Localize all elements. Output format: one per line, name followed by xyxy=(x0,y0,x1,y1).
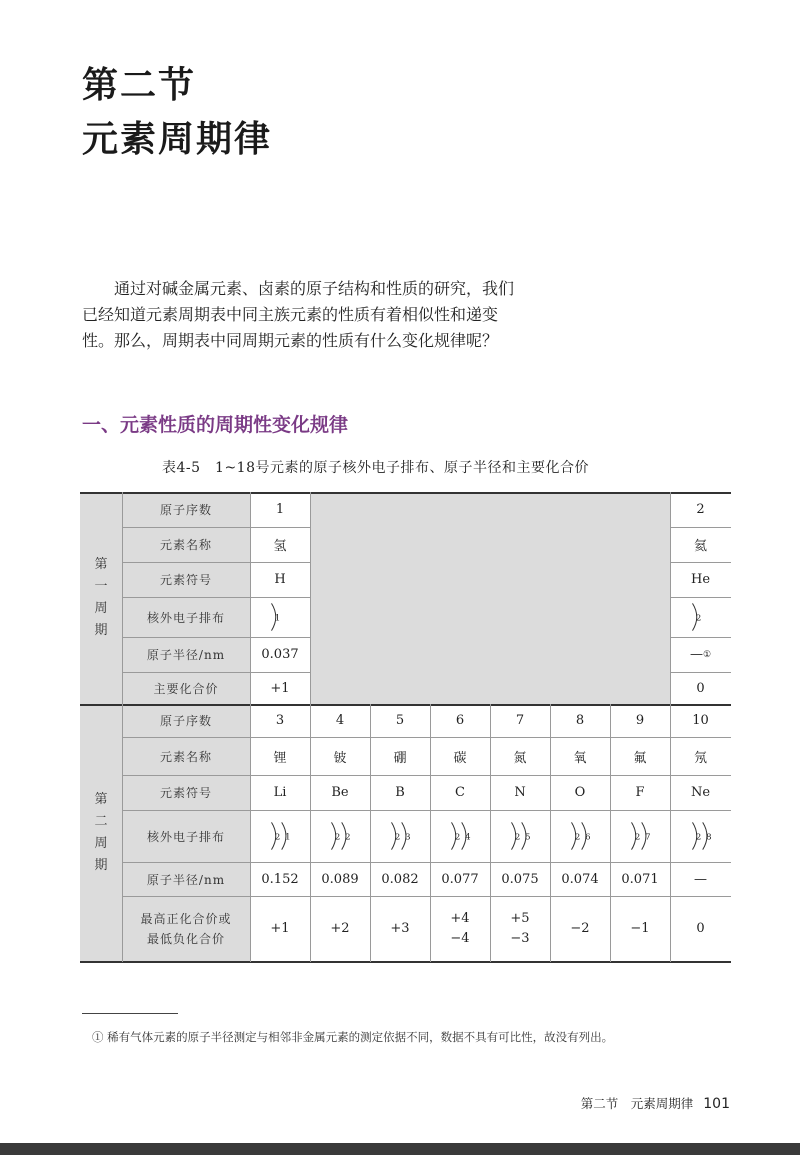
element-name: 铍 xyxy=(333,750,347,766)
table-rule xyxy=(122,862,731,863)
valence: +1 xyxy=(270,680,290,696)
table-rule xyxy=(80,704,731,706)
element-name: 硼 xyxy=(393,750,407,766)
atomic-number: 7 xyxy=(515,713,525,728)
row-header-line: 最高正化合价或 xyxy=(140,912,232,926)
table-rule xyxy=(122,775,731,776)
table-rule xyxy=(250,492,251,962)
shell-electron-count: 2 xyxy=(454,832,461,843)
footnote: ① 稀有气体元素的原子半径测定与相邻非金属元素的测定依据不同，数据不具有可比性，故没有列出。 xyxy=(92,1030,614,1044)
electron-shell-diagram xyxy=(503,819,537,853)
table-rule xyxy=(670,704,671,962)
shell-electron-count: 4 xyxy=(465,832,471,843)
row-header: 原子半径/nm xyxy=(146,648,226,662)
atomic-number: 5 xyxy=(395,713,405,728)
shell-electron-count: 8 xyxy=(705,832,712,843)
atomic-number: 10 xyxy=(692,713,709,728)
table-rule xyxy=(122,896,731,897)
table-rule xyxy=(122,672,310,673)
atomic-number: 8 xyxy=(575,713,585,728)
shell-electron-count: 2 xyxy=(274,832,281,843)
period-label-char: 第 xyxy=(94,792,108,807)
electron-configuration xyxy=(250,597,310,637)
electron-configuration xyxy=(670,810,731,862)
electron-shell-diagram xyxy=(263,600,297,634)
empty-block-shade xyxy=(310,492,670,704)
element-name: 氦 xyxy=(693,539,707,554)
element-name: 锂 xyxy=(273,750,287,766)
row-header: 原子半径/nm xyxy=(146,872,226,887)
table-rule xyxy=(122,492,123,962)
shell-electron-count: 1 xyxy=(285,832,291,843)
row-header: 主要化合价 xyxy=(153,681,219,696)
section-heading: 一、元素性质的周期性变化规律 xyxy=(82,414,349,436)
shell-electron-count: 2 xyxy=(514,832,521,843)
table-rule xyxy=(670,597,731,598)
electron-configuration xyxy=(370,810,430,862)
atomic-number: 3 xyxy=(275,713,285,728)
atomic-radius: 0.152 xyxy=(261,871,299,887)
element-symbol: He xyxy=(690,572,711,587)
period-label-2 xyxy=(80,704,122,962)
element-symbol: C xyxy=(455,785,465,800)
shell-electron-count: 1 xyxy=(274,613,281,624)
table-rule xyxy=(670,637,731,638)
valence-value: +4 xyxy=(450,911,470,926)
row-header: 元素符号 xyxy=(159,573,212,587)
row-header: 元素名称 xyxy=(159,538,212,552)
table-rule xyxy=(610,704,611,962)
atomic-radius: 0.082 xyxy=(381,871,419,887)
table-rule xyxy=(122,597,310,598)
period-label-char: 第 xyxy=(94,557,108,572)
valence xyxy=(490,896,550,962)
element-symbol: Be xyxy=(331,785,349,800)
electron-shell-diagram xyxy=(563,819,597,853)
electron-configuration xyxy=(610,810,670,862)
valence-value: +3 xyxy=(390,921,410,936)
valence xyxy=(550,896,610,962)
valence-value: +2 xyxy=(330,921,350,936)
electron-configuration xyxy=(550,810,610,862)
electron-configuration xyxy=(310,810,370,862)
row-header: 原子序数 xyxy=(159,714,212,728)
table-rule xyxy=(122,637,310,638)
shell-electron-count: 2 xyxy=(695,613,701,624)
electron-configuration xyxy=(250,810,310,862)
atomic-number: 4 xyxy=(335,713,345,728)
electron-shell-diagram xyxy=(623,819,657,853)
table-caption: 表4-5 1~18号元素的原子核外电子排布、原子半径和主要化合价 xyxy=(162,460,589,476)
electron-shell-diagram xyxy=(263,819,297,853)
element-name: 氖 xyxy=(693,750,707,766)
row-header-line: 最低负化合价 xyxy=(146,932,225,946)
period-label-char: 一 xyxy=(94,579,108,594)
element-name: 氧 xyxy=(573,750,587,766)
electron-configuration xyxy=(430,810,490,862)
atomic-radius: 0.077 xyxy=(441,871,479,887)
shell-electron-count: 2 xyxy=(334,832,341,843)
table-rule xyxy=(122,527,310,528)
page-bottom-edge xyxy=(0,1143,800,1155)
valence-value: −2 xyxy=(570,921,590,936)
period-label-char: 周 xyxy=(94,836,108,851)
atomic-radius: 0.075 xyxy=(501,871,539,887)
electron-shell-diagram xyxy=(323,819,357,853)
element-name: 碳 xyxy=(453,750,467,766)
valence xyxy=(610,896,670,962)
table-rule xyxy=(122,737,731,738)
element-name: 氮 xyxy=(513,750,527,766)
footnote-marker: ① xyxy=(702,649,712,660)
electron-shell-diagram xyxy=(684,819,718,853)
valence xyxy=(250,896,310,962)
section-title xyxy=(82,58,272,166)
shell-electron-count: 2 xyxy=(695,832,701,843)
table-rule xyxy=(490,704,491,962)
table-rule xyxy=(80,961,731,963)
shell-electron-count: 3 xyxy=(405,832,411,843)
atomic-radius: — xyxy=(694,871,707,887)
element-name: 氢 xyxy=(273,539,287,554)
row-header-valence xyxy=(122,896,250,962)
row-header: 元素符号 xyxy=(159,786,212,800)
element-symbol: Li xyxy=(273,785,287,800)
atomic-radius: 0.037 xyxy=(261,647,299,662)
table-rule xyxy=(80,492,731,494)
atomic-number: 6 xyxy=(455,713,465,728)
table-rule xyxy=(670,562,731,563)
electron-configuration xyxy=(670,597,731,637)
table-rule xyxy=(310,492,311,962)
table-rule xyxy=(670,672,731,673)
atomic-number: 9 xyxy=(635,713,645,728)
period-label-char: 期 xyxy=(94,858,108,873)
electron-configuration xyxy=(490,810,550,862)
shell-electron-count: 2 xyxy=(345,832,351,843)
atomic-number: 2 xyxy=(696,502,705,517)
page-number: 101 xyxy=(703,1096,730,1112)
shell-electron-count: 2 xyxy=(574,832,581,843)
table-rule xyxy=(122,810,731,811)
electron-shell-diagram xyxy=(443,819,477,853)
row-header: 核外电子排布 xyxy=(146,610,225,625)
valence-value: +5 xyxy=(510,911,530,926)
valence xyxy=(430,896,490,962)
electron-shell-diagram xyxy=(383,819,417,853)
valence xyxy=(310,896,370,962)
intro-paragraph xyxy=(82,276,522,354)
page-footer xyxy=(581,1094,730,1112)
footnote-divider xyxy=(82,1013,178,1014)
atomic-number: 1 xyxy=(275,502,285,517)
valence-value: −4 xyxy=(450,931,470,946)
shell-electron-count: 6 xyxy=(585,832,591,843)
table-rule xyxy=(122,562,310,563)
atomic-radius: 0.071 xyxy=(621,871,659,887)
table-rule xyxy=(550,704,551,962)
valence: 0 xyxy=(696,680,705,696)
period-label-char: 二 xyxy=(94,814,108,829)
period-label-char: 期 xyxy=(94,623,108,638)
shell-electron-count: 2 xyxy=(634,832,641,843)
atomic-radius: 0.089 xyxy=(321,871,359,887)
element-symbol: B xyxy=(395,785,405,800)
element-symbol: O xyxy=(574,785,586,800)
valence-value: 0 xyxy=(696,921,705,936)
row-header: 核外电子排布 xyxy=(146,829,225,844)
table-rule xyxy=(670,527,731,528)
section-name: 元素周期律 xyxy=(82,118,273,160)
element-name: 氟 xyxy=(633,750,647,766)
element-symbol: N xyxy=(514,785,526,800)
valence-value: +1 xyxy=(270,921,290,936)
shell-electron-count: 2 xyxy=(394,832,401,843)
valence xyxy=(670,896,731,962)
section-number: 第二节 xyxy=(82,64,197,106)
element-symbol: F xyxy=(635,785,645,800)
periodic-properties-table xyxy=(80,492,731,962)
intro-text: 通过对碱金属元素、卤素的原子结构和性质的研究，我们已经知道元素周期表中同主族元素的性质有着相似性和递变性。那么，周期表中同周期元素的性质有什么变化规律呢？ xyxy=(82,279,515,350)
atomic-radius: 0.074 xyxy=(561,871,599,887)
row-header: 原子序数 xyxy=(159,503,212,517)
valence-value: −1 xyxy=(630,921,650,936)
atomic-radius: — ① xyxy=(689,647,712,662)
table-rule xyxy=(370,704,371,962)
table-rule xyxy=(430,704,431,962)
period-label-char: 周 xyxy=(94,601,108,616)
row-header: 元素名称 xyxy=(159,749,212,764)
element-symbol: Ne xyxy=(690,785,711,800)
valence-value: −3 xyxy=(510,931,530,946)
valence xyxy=(370,896,430,962)
shell-electron-count: 5 xyxy=(525,832,531,843)
footer-section: 第二节 元素周期律 xyxy=(580,1096,694,1111)
shell-electron-count: 7 xyxy=(645,832,651,843)
electron-shell-diagram xyxy=(684,600,718,634)
element-symbol: H xyxy=(274,572,286,587)
period-label-1 xyxy=(80,492,122,704)
